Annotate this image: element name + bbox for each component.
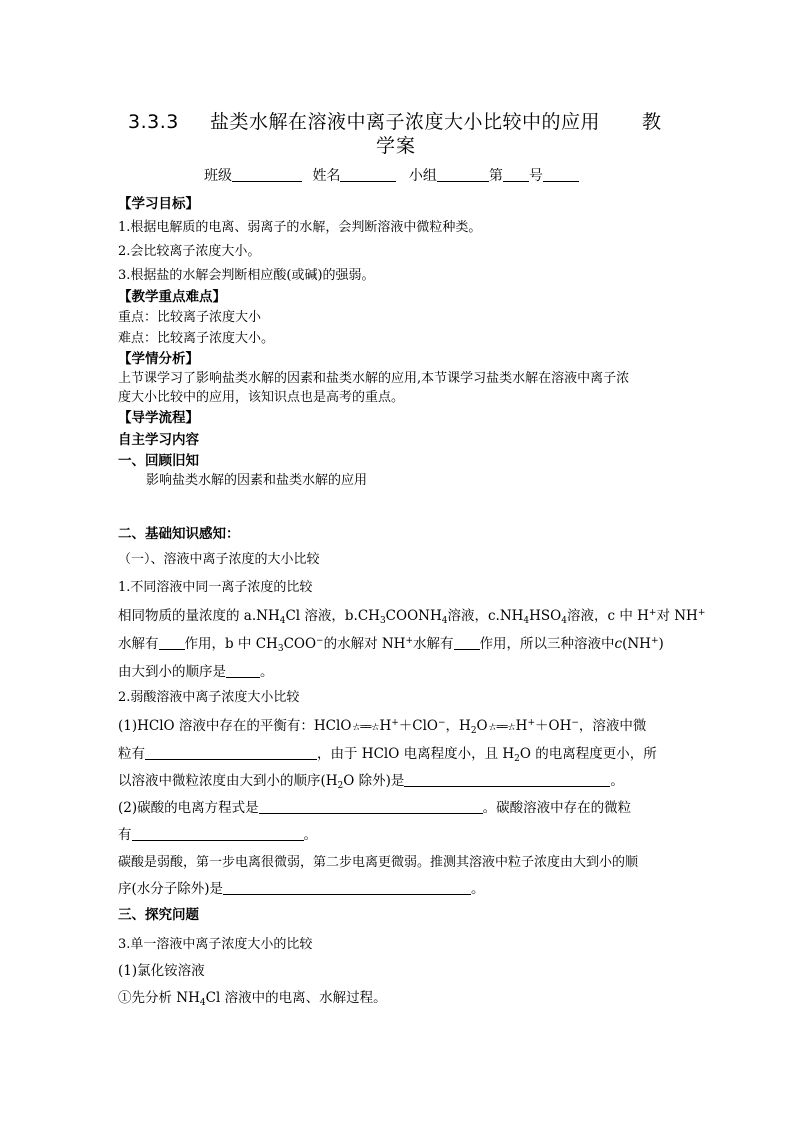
q2-line2: 粒有 ，由于 HClO 电离程度小，且 $H_2O$ 的电离程度更小，所	[118, 746, 657, 764]
q2-line1: (1)HClO 溶液中存在的平衡有：HClOㄊ══ㄊH+＋ClO−，$H_2O$ㄊ══ㄊH+＋OH−，溶液中微	[118, 718, 647, 736]
group-label: 小组	[408, 168, 437, 184]
q1-title: 1.不同溶液中同一离子浓度的比较	[118, 580, 313, 595]
class-field[interactable]	[232, 167, 302, 182]
answer-blank[interactable]	[159, 635, 185, 650]
answer-blank[interactable]	[226, 663, 260, 678]
keypoints-heading: 【教学重点难点】	[118, 289, 226, 305]
student-info-line	[204, 165, 579, 185]
answer-blank[interactable]	[404, 772, 610, 787]
q1-line1: 相同物质的量浓度的 $a.NH_4Cl$ 溶液，$b.CH_3COONH_4$溶液，$c.NH_4HSO_4$溶液，c 中 H+对 NH+	[118, 608, 706, 626]
q3-title: 3.单一溶液中离子浓度大小的比较	[118, 937, 313, 952]
equilibrium-arrow-icon: ㄊ══ㄊ	[487, 722, 516, 733]
q2-title: 2.弱酸溶液中离子浓度大小比较	[118, 690, 300, 705]
answer-blank[interactable]	[145, 745, 317, 760]
goal-item: 3.根据盐的水解会判断相应酸(或碱)的强弱。	[118, 268, 375, 283]
page-title-line1	[128, 107, 662, 134]
analysis-heading: 【学情分析】	[118, 351, 199, 367]
self-study-heading: 自主学习内容	[118, 432, 199, 448]
analysis-line: 上节课学习了影响盐类水解的因素和盐类水解的应用,本节课学习盐类水解在溶液中离子浓	[118, 371, 630, 386]
q2-line5: 有 。	[118, 827, 317, 843]
flow-heading: 【导学流程】	[118, 410, 199, 426]
review-heading: 一、回顾旧知	[118, 453, 199, 469]
review-text: 影响盐类水解的因素和盐类水解的应用	[146, 473, 368, 488]
section3-heading: 三、探究问题	[118, 907, 199, 923]
class-label: 班级	[204, 168, 232, 184]
answer-blank[interactable]	[132, 826, 304, 841]
name-label: 姓名	[312, 168, 341, 184]
difficulty-text: 难点：比较离子浓度大小。	[118, 331, 275, 346]
name-field[interactable]	[340, 167, 396, 182]
focus-text: 重点：比较离子浓度大小	[118, 310, 262, 325]
seat-suffix: 号	[528, 168, 543, 184]
section2-sub1: （一）、溶液中离子浓度的大小比较	[118, 552, 320, 567]
q3-sub: (1)氯化铵溶液	[118, 963, 205, 979]
page-title-line2: 学案	[376, 135, 417, 157]
answer-blank[interactable]	[454, 635, 480, 650]
group-field[interactable]	[437, 167, 489, 182]
q2-line6: 碳酸是弱酸，第一步电离很微弱，第二步电离更微弱。推测其溶液中粒子浓度由大到小的顺	[118, 855, 639, 870]
q2-line7: 序(水分子除外)是 。	[118, 881, 485, 897]
q2-line4: (2)碳酸的电离方程式是 。碳酸溶液中存在的微粒	[118, 800, 632, 816]
seat-field[interactable]	[503, 167, 529, 182]
q1-line3: 由大到小的顺序是 。	[118, 664, 274, 680]
lesson-title: 盐类水解在溶液中离子浓度大小比较中的应用	[210, 111, 601, 133]
answer-blank[interactable]	[223, 880, 471, 895]
equilibrium-arrow-icon: ㄊ══ㄊ	[351, 722, 380, 733]
q1-line2: 水解有 作用，b 中 $CH_3COO^-$的水解对 NH+水解有 作用，所以三种溶液中c(NH+)	[118, 636, 664, 654]
goal-item: 1.根据电解质的电离、弱离子的水解，会判断溶液中微粒种类。	[118, 220, 482, 235]
goals-heading: 【学习目标】	[118, 196, 199, 212]
answer-blank[interactable]	[259, 799, 483, 814]
number-field[interactable]	[543, 167, 579, 182]
title-end-char: 教	[642, 111, 662, 133]
seat-prefix: 第	[488, 168, 503, 184]
section2-heading: 二、基础知识感知：	[118, 526, 240, 542]
analysis-line: 度大小比较中的应用，该知识点也是高考的重点。	[118, 390, 405, 405]
q2-line3: 以溶液中微粒浓度由大到小的顺序($H_2O$ 除外)是 。	[118, 773, 624, 791]
goal-item: 2.会比较离子浓度大小。	[118, 244, 261, 259]
q3-line: ①先分析 $NH_4Cl$ 溶液中的电离、水解过程。	[118, 990, 387, 1008]
lesson-number: 3.3.3	[128, 111, 179, 133]
